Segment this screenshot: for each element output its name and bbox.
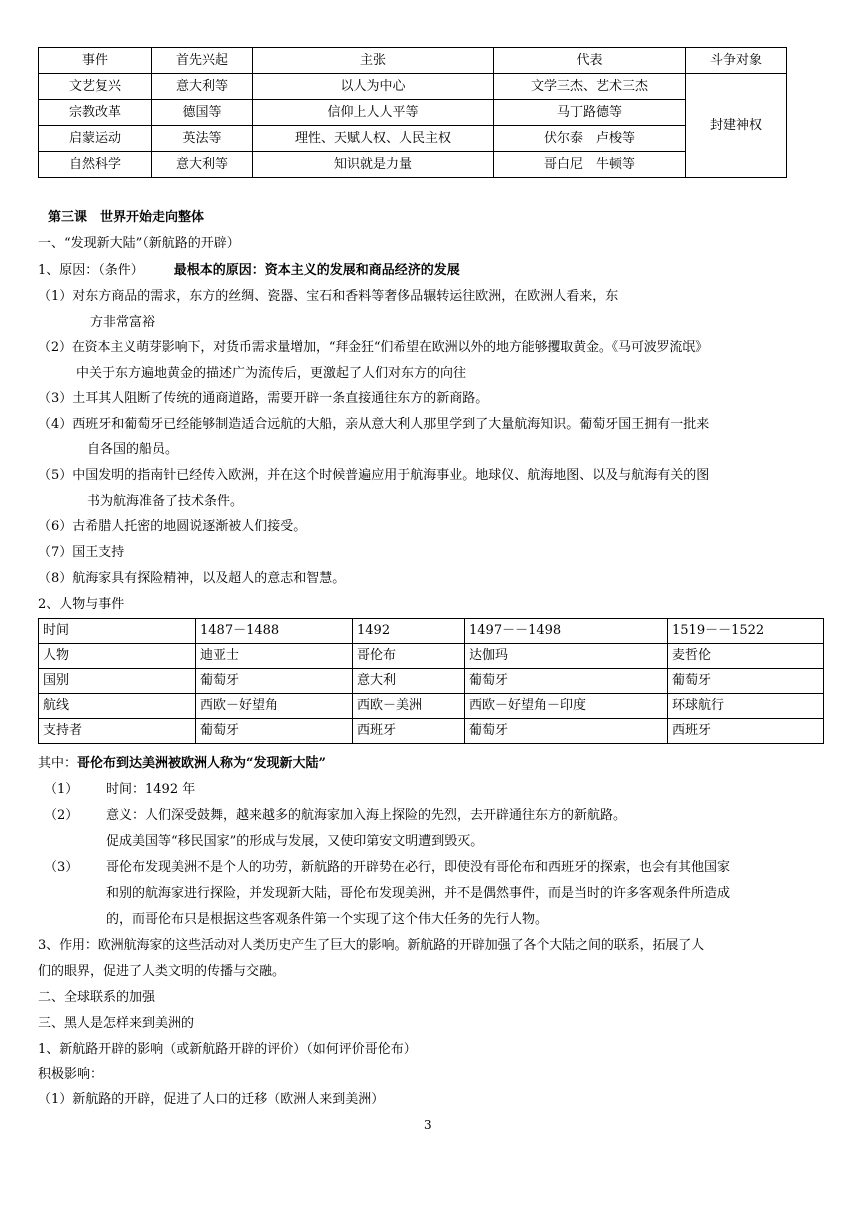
table-header-cell: 主张 xyxy=(253,48,494,74)
table-cell: 航线 xyxy=(39,694,196,719)
table-cell: 1519－－1522 xyxy=(668,619,824,644)
table-cell: 迪亚士 xyxy=(196,644,353,669)
item-number: （2） xyxy=(44,808,79,823)
table-row xyxy=(39,669,824,694)
table-header-cell: 事件 xyxy=(39,48,152,74)
reason-line: 自各国的船员。 xyxy=(87,442,179,457)
section-heading: 二、全球联系的加强 xyxy=(38,990,156,1005)
item-number: （3） xyxy=(44,860,79,875)
table-cell: 意大利 xyxy=(353,669,465,694)
reason-line: 书为航海准备了技术条件。 xyxy=(87,494,244,509)
struggle-target-cell: 封建神权 xyxy=(686,74,787,178)
table-cell: 西欧－美洲 xyxy=(353,694,465,719)
table-cell: 以人为中心 xyxy=(253,74,494,100)
item-text: 意义：人们深受鼓舞，越来越多的航海家加入海上探险的先烈，去开辟通往东方的新航路。 xyxy=(106,808,627,823)
table-cell: 葡萄牙 xyxy=(668,669,824,694)
table-cell: 宗教改革 xyxy=(39,100,152,126)
table-cell: 文学三杰、艺术三杰 xyxy=(494,74,686,100)
positive-label: 积极影响： xyxy=(38,1067,104,1082)
table-header-cell: 斗争对象 xyxy=(686,48,787,74)
table-cell: 西欧－好望角 xyxy=(196,694,353,719)
table-cell: 1492 xyxy=(353,619,465,644)
table-cell: 文艺复兴 xyxy=(39,74,152,100)
reform-movements-table xyxy=(38,47,787,178)
table-header-cell: 代表 xyxy=(494,48,686,74)
effect-line: 3、作用：欧洲航海家的这些活动对人类历史产生了巨大的影响。新航路的开辟加强了各个大陆之间的联系，拓展了人 xyxy=(38,938,705,953)
table-cell: 时间 xyxy=(39,619,196,644)
positive-item: （1）新航路的开辟，促进了人口的迁移（欧洲人来到美洲） xyxy=(38,1092,385,1107)
table-header-cell: 首先兴起 xyxy=(152,48,253,74)
table-row xyxy=(39,74,787,100)
reason-line: （1）对东方商品的需求，东方的丝绸、瓷器、宝石和香料等奢侈品辗转运往欧洲，在欧洲人看来，东 xyxy=(38,289,619,304)
section-heading: 2、人物与事件 xyxy=(38,597,125,612)
table-cell: 人物 xyxy=(39,644,196,669)
item-text: 促成美国等“移民国家”的形成与发展，又使印第安文明遭到毁灭。 xyxy=(106,834,484,849)
table-cell: 西班牙 xyxy=(353,719,465,744)
table-cell: 麦哲伦 xyxy=(668,644,824,669)
table-cell: 信仰上人人平等 xyxy=(253,100,494,126)
section-heading: 一、“发现新大陆”（新航路的开辟） xyxy=(38,236,240,251)
item-text: 哥伦布发现美洲不是个人的功劳，新航路的开辟势在必行，即使没有哥伦布和西班牙的探索，也会有其他国家 xyxy=(106,860,731,875)
table-row xyxy=(39,100,787,126)
table-cell: 葡萄牙 xyxy=(465,719,668,744)
item-text: 的，而哥伦布只是根据这些客观条件第一个实现了这个伟大任务的先行人物。 xyxy=(106,912,549,927)
table-cell: 马丁路德等 xyxy=(494,100,686,126)
table-cell: 1487－1488 xyxy=(196,619,353,644)
table-cell: 哥伦布 xyxy=(353,644,465,669)
table-cell: 意大利等 xyxy=(152,74,253,100)
page-number: 3 xyxy=(424,1118,432,1132)
reasons-label: 1、原因：（条件） xyxy=(38,263,144,278)
table-row xyxy=(39,619,824,644)
headline-text: 哥伦布到达美洲被欧洲人称为“发现新大陆” xyxy=(77,756,326,771)
table-cell: 意大利等 xyxy=(152,152,253,178)
table-cell: 伏尔泰 卢梭等 xyxy=(494,126,686,152)
table-row xyxy=(39,126,787,152)
table-row xyxy=(39,152,787,178)
headline-prefix: 其中： xyxy=(38,756,78,771)
columbus-headline xyxy=(38,756,326,772)
table-cell: 理性、天赋人权、人民主权 xyxy=(253,126,494,152)
item-number: （1） xyxy=(44,782,79,797)
table-cell: 葡萄牙 xyxy=(196,669,353,694)
effect-line: 们的眼界，促进了人类文明的传播与交融。 xyxy=(38,964,286,979)
table-cell: 环球航行 xyxy=(668,694,824,719)
table-cell: 英法等 xyxy=(152,126,253,152)
table-cell: 葡萄牙 xyxy=(196,719,353,744)
table-cell: 哥白尼 牛顿等 xyxy=(494,152,686,178)
reason-line: （2）在资本主义萌芽影响下，对货币需求量增加，“拜金狂“们希望在欧洲以外的地方能够攫取黄金。《马可波罗流氓》 xyxy=(38,340,708,355)
table-row xyxy=(39,644,824,669)
reason-line: （7）国王支持 xyxy=(38,545,125,560)
explorers-table xyxy=(38,618,824,744)
table-cell: 启蒙运动 xyxy=(39,126,152,152)
table-header-row xyxy=(39,48,787,74)
table-cell: 支持者 xyxy=(39,719,196,744)
table-cell: 达伽玛 xyxy=(465,644,668,669)
root-cause: 最根本的原因：资本主义的发展和商品经济的发展 xyxy=(173,263,460,278)
section-heading: 三、黑人是怎样来到美洲的 xyxy=(38,1016,195,1031)
reasons-heading xyxy=(38,263,460,279)
lesson-title: 第三课 世界开始走向整体 xyxy=(48,210,205,225)
table-cell: 知识就是力量 xyxy=(253,152,494,178)
reason-line: （3）土耳其人阻断了传统的通商道路，需要开辟一条直接通往东方的新商路。 xyxy=(38,391,489,406)
table-row xyxy=(39,694,824,719)
table-cell: 自然科学 xyxy=(39,152,152,178)
table-cell: 德国等 xyxy=(152,100,253,126)
reason-line: 中关于东方遍地黄金的描述广为流传后，更激起了人们对东方的向往 xyxy=(76,366,467,381)
item-text: 时间：1492 年 xyxy=(106,782,196,797)
impact-heading: 1、新航路开辟的影响（或新航路开辟的评价）（如何评价哥伦布） xyxy=(38,1042,417,1057)
table-cell: 国别 xyxy=(39,669,196,694)
reason-line: （6）古希腊人托密的地圆说逐渐被人们接受。 xyxy=(38,519,307,534)
table-cell: 1497－－1498 xyxy=(465,619,668,644)
table-cell: 西班牙 xyxy=(668,719,824,744)
reason-line: （4）西班牙和葡萄牙已经能够制造适合远航的大船，亲从意大利人那里学到了大量航海知识。葡萄牙国王拥有一批来 xyxy=(38,417,710,432)
table-row xyxy=(39,719,824,744)
reason-line: （5）中国发明的指南针已经传入欧洲，并在这个时候普遍应用于航海事业。地球仪、航海地图、以及与航海有关的图 xyxy=(38,468,710,483)
table-cell: 西欧－好望角－印度 xyxy=(465,694,668,719)
table-cell: 葡萄牙 xyxy=(465,669,668,694)
item-text: 和别的航海家进行探险，并发现新大陆，哥伦布发现美洲，并不是偶然事件，而是当时的许多客观条件所造成 xyxy=(106,886,731,901)
reason-line: 方非常富裕 xyxy=(90,315,156,330)
reason-line: （8）航海家具有探险精神，以及超人的意志和智慧。 xyxy=(38,571,346,586)
